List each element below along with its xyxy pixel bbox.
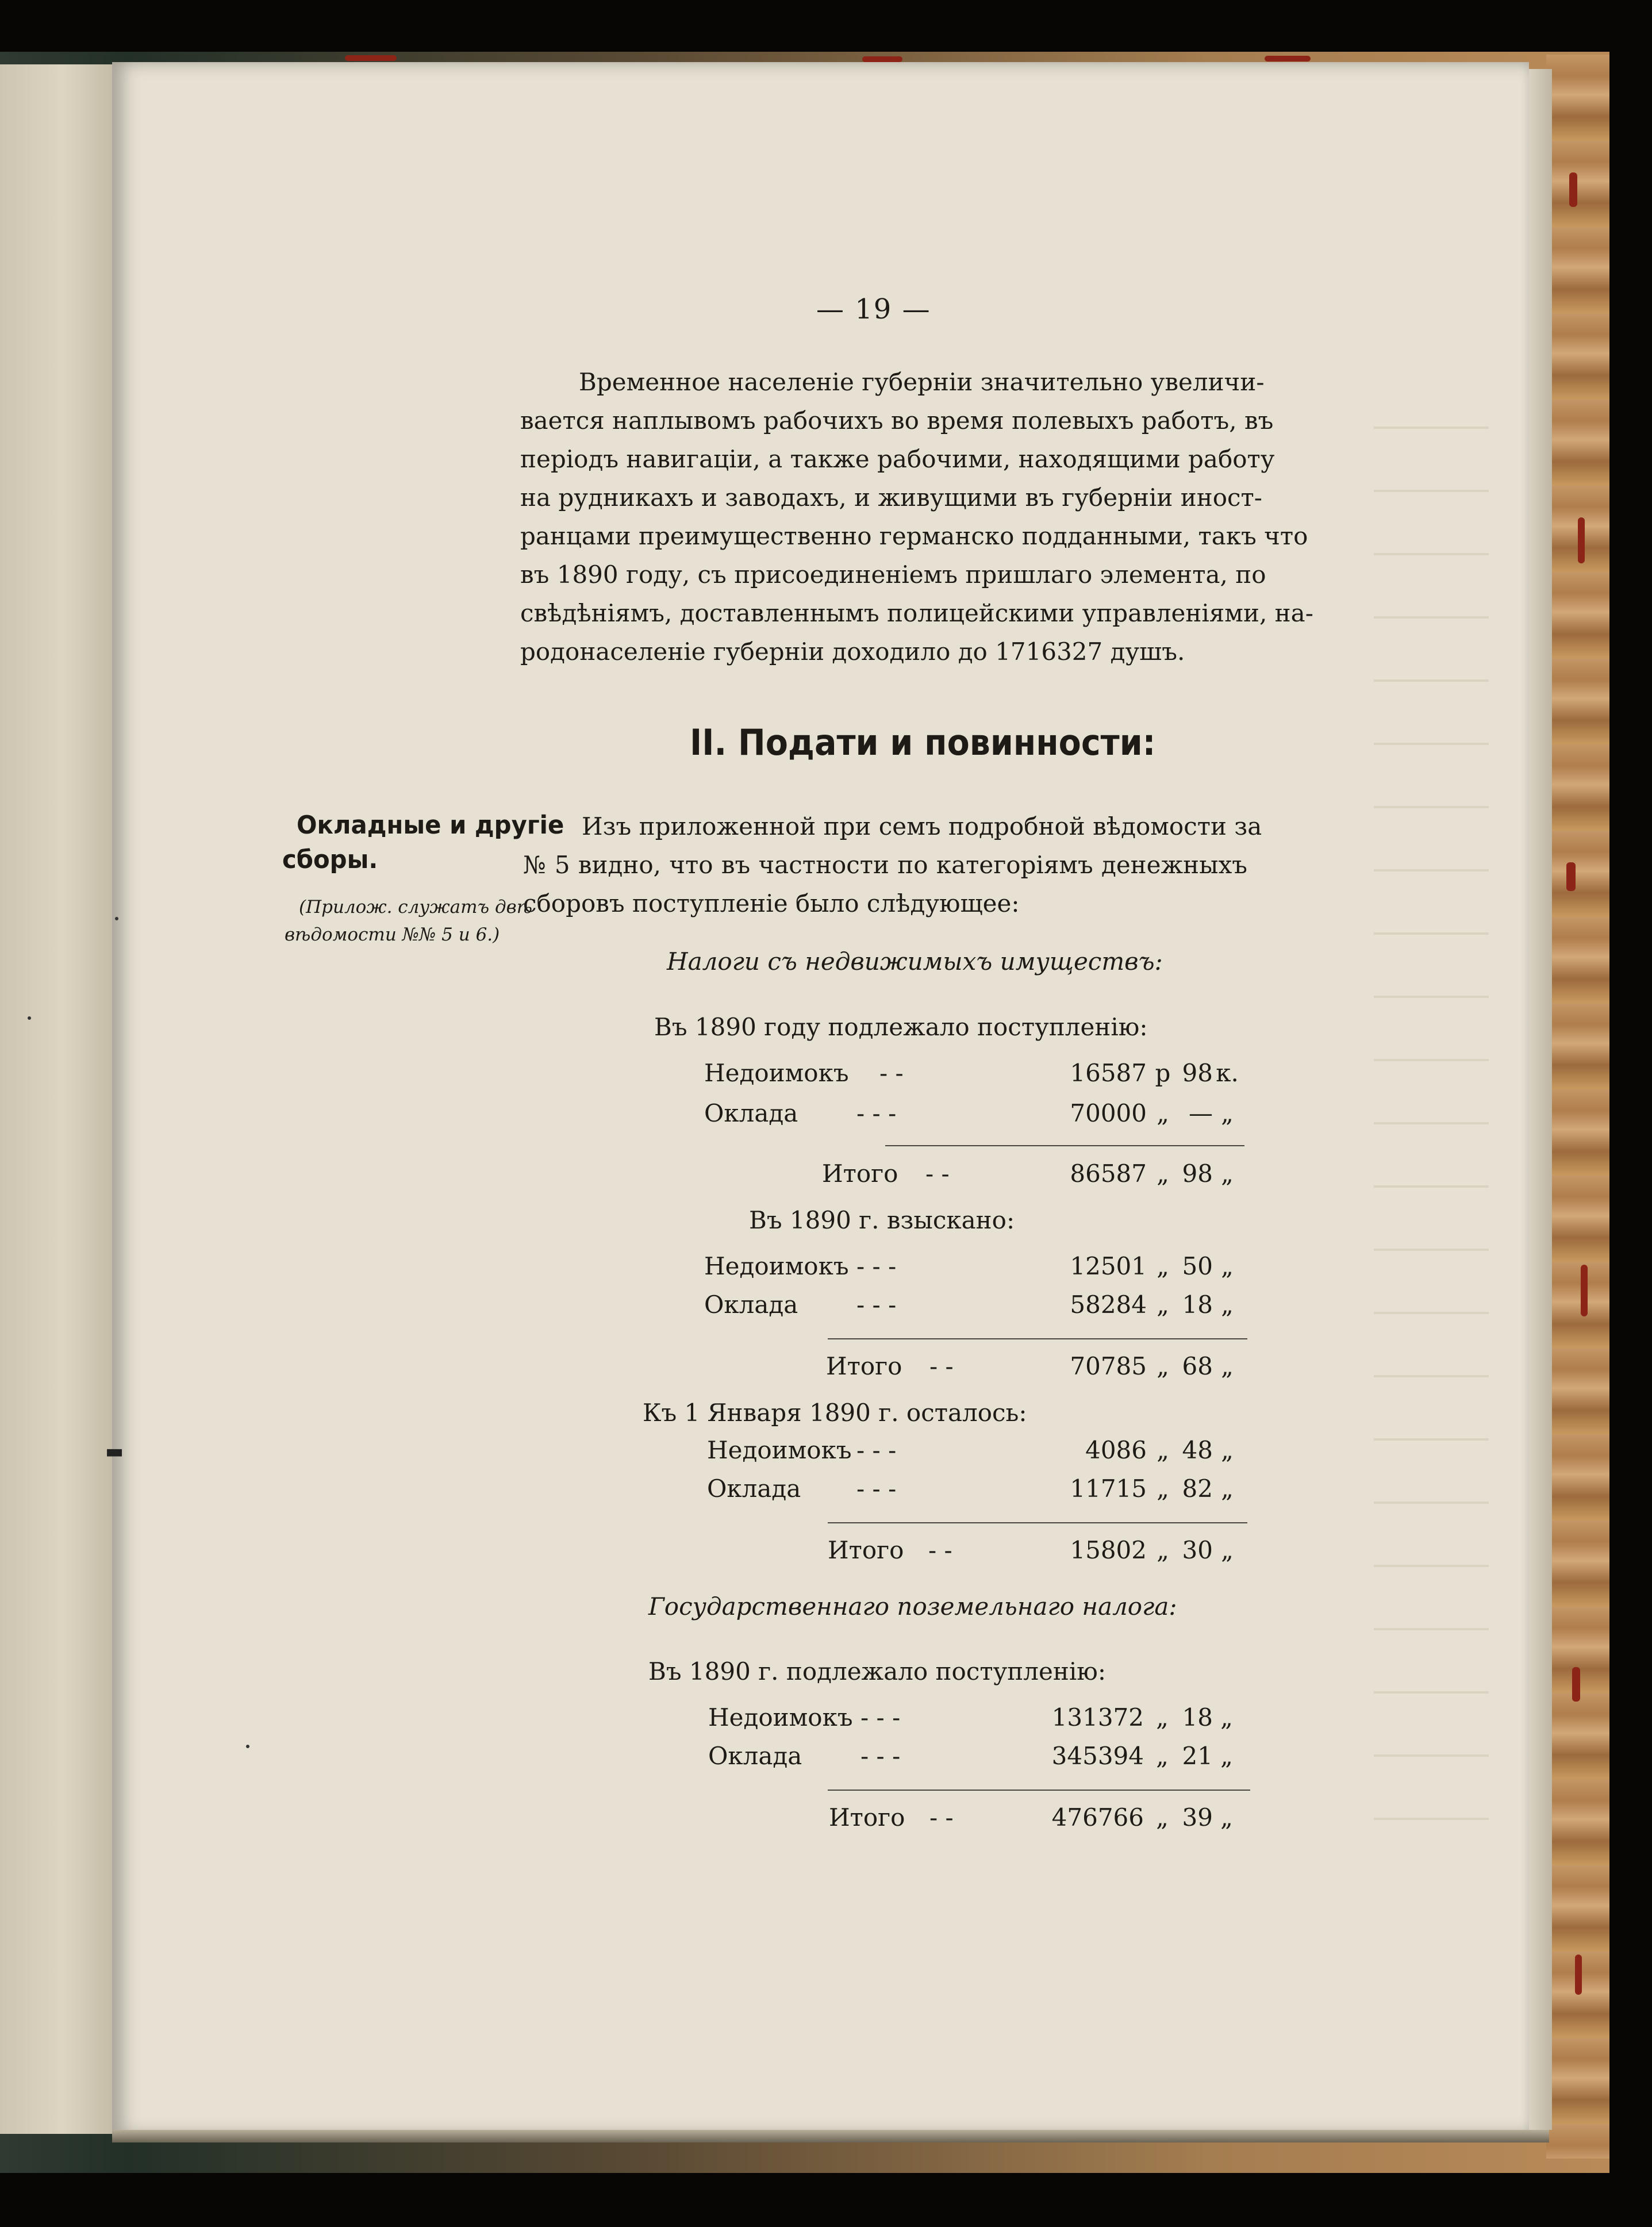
- row-label: Недоимокъ: [708, 1703, 853, 1731]
- total-amount: 86587: [1070, 1159, 1147, 1188]
- row-label: Недоимокъ: [707, 1436, 852, 1464]
- total-subamount: 68: [1182, 1352, 1213, 1380]
- row-unit: к.: [1216, 1059, 1239, 1087]
- row-subamount: 98: [1182, 1059, 1213, 1087]
- row-unit: „: [1221, 1252, 1234, 1280]
- cover-fleck: [1578, 517, 1585, 563]
- row-unit: „: [1157, 1291, 1169, 1319]
- row-amount: 16587: [1070, 1059, 1147, 1087]
- paragraph-line: ранцами преимущественно германско подданными, такъ что: [520, 522, 1308, 550]
- page-edge: [1529, 69, 1552, 2130]
- total-rule: [828, 1338, 1247, 1339]
- row-subamount: 50: [1182, 1252, 1213, 1280]
- cover-fleck: [1581, 1265, 1588, 1316]
- row-dashes: - - -: [856, 1252, 897, 1280]
- row-label: Оклада: [704, 1291, 798, 1319]
- left-page: [0, 64, 115, 2134]
- page-number: — 19 —: [816, 293, 931, 325]
- total-label: Итого: [822, 1159, 898, 1188]
- row-unit: „: [1221, 1291, 1234, 1319]
- row-label: Недоимокъ: [704, 1252, 849, 1280]
- paragraph-line: сборовъ поступленіе было слѣдующее:: [523, 889, 1020, 917]
- table-caption: Къ 1 Января 1890 г. осталось:: [643, 1399, 1027, 1427]
- row-unit: „: [1221, 1159, 1234, 1188]
- section-heading: II. Подати и повинности:: [690, 721, 1156, 763]
- row-dashes: - -: [929, 1352, 954, 1380]
- table-caption: Въ 1890 году подлежало поступленію:: [654, 1013, 1148, 1041]
- side-title: Окладные и другіе: [297, 811, 564, 840]
- paragraph-line: № 5 видно, что въ частности по категоріямъ денежныхъ: [523, 851, 1247, 879]
- row-unit: „: [1221, 1536, 1234, 1564]
- total-label: Итого: [829, 1803, 905, 1831]
- total-rule: [885, 1145, 1244, 1146]
- row-dashes: - -: [929, 1803, 954, 1831]
- total-subamount: 30: [1182, 1536, 1213, 1564]
- row-dashes: - - -: [856, 1436, 897, 1464]
- total-label: Итого: [828, 1536, 904, 1564]
- cover-fleck: [345, 55, 397, 61]
- total-rule: [828, 1790, 1250, 1791]
- cover-fleck: [1265, 56, 1311, 62]
- row-dashes: - - -: [860, 1703, 901, 1731]
- show-through-column: [1374, 397, 1489, 1834]
- total-amount: 15802: [1070, 1536, 1147, 1564]
- row-dashes: - -: [925, 1159, 950, 1188]
- paragraph-line: періодъ навигаціи, а также рабочими, находящими работу: [520, 445, 1275, 473]
- row-unit: „: [1220, 1703, 1233, 1731]
- row-unit: „: [1157, 1099, 1169, 1127]
- row-amount: 12501: [1070, 1252, 1147, 1280]
- row-amount: 58284: [1070, 1291, 1147, 1319]
- row-amount: 4086: [1085, 1436, 1147, 1464]
- cover-fleck: [1572, 1667, 1580, 1702]
- paper-speck: [115, 917, 118, 920]
- side-note: (Прилож. служатъ двѣ: [299, 897, 533, 917]
- row-label: Оклада: [707, 1475, 801, 1503]
- row-subamount: —: [1189, 1099, 1213, 1127]
- row-amount: 11715: [1070, 1475, 1147, 1503]
- paragraph-line: Временное населеніе губерніи значительно увеличи-: [579, 368, 1265, 396]
- row-subamount: 48: [1182, 1436, 1213, 1464]
- row-unit: „: [1157, 1436, 1169, 1464]
- row-amount: 70000: [1070, 1099, 1147, 1127]
- paragraph-line: въ 1890 году, съ присоединеніемъ пришлаго элемента, по: [520, 560, 1266, 589]
- row-subamount: 21: [1182, 1742, 1213, 1770]
- row-unit: „: [1157, 1159, 1169, 1188]
- paper-speck: [246, 1745, 249, 1748]
- row-unit: „: [1156, 1703, 1169, 1731]
- row-unit: „: [1156, 1742, 1169, 1770]
- side-note: вѣдомости №№ 5 и 6.): [285, 924, 500, 945]
- total-amount: 70785: [1070, 1352, 1147, 1380]
- row-subamount: 82: [1182, 1475, 1213, 1503]
- row-unit: „: [1221, 1475, 1234, 1503]
- row-unit: „: [1157, 1475, 1169, 1503]
- row-amount: 345394: [1051, 1742, 1144, 1770]
- paragraph-line: свѣдѣніямъ, доставленнымъ полицейскими управленіями, на-: [520, 599, 1313, 627]
- total-subamount: 98: [1182, 1159, 1213, 1188]
- row-unit: „: [1220, 1742, 1233, 1770]
- row-dashes: - -: [928, 1536, 952, 1564]
- row-dashes: - - -: [856, 1099, 897, 1127]
- page-bottom-edge: [112, 2130, 1549, 2142]
- row-label: Оклада: [704, 1099, 798, 1127]
- cover-fleck: [862, 56, 902, 62]
- row-unit: „: [1157, 1352, 1169, 1380]
- row-unit: „: [1156, 1803, 1169, 1831]
- row-unit: „: [1221, 1352, 1234, 1380]
- block-heading: Налоги съ недвижимыхъ имуществъ:: [667, 947, 1163, 976]
- row-unit: „: [1221, 1099, 1234, 1127]
- row-unit: „: [1157, 1536, 1169, 1564]
- paper-speck: [28, 1016, 31, 1020]
- row-label: Недоимокъ: [704, 1059, 849, 1087]
- paragraph-line: на рудникахъ и заводахъ, и живущими въ губерніи иност-: [520, 483, 1262, 512]
- cover-fleck: [1575, 1955, 1582, 1995]
- book-binding-edge: [1546, 55, 1609, 2159]
- row-amount: 131372: [1051, 1703, 1144, 1731]
- row-unit: „: [1220, 1803, 1233, 1831]
- row-unit: р: [1155, 1059, 1171, 1087]
- row-label: Оклада: [708, 1742, 802, 1770]
- row-dashes: - - -: [860, 1742, 901, 1770]
- cover-fleck: [1566, 862, 1576, 891]
- total-amount: 476766: [1051, 1803, 1144, 1831]
- row-unit: „: [1157, 1252, 1169, 1280]
- paragraph-line: вается наплывомъ рабочихъ во время полевыхъ работъ, въ: [520, 406, 1274, 435]
- row-dashes: - -: [879, 1059, 904, 1087]
- row-unit: „: [1221, 1436, 1234, 1464]
- table-caption: Въ 1890 г. взыскано:: [749, 1206, 1015, 1234]
- total-subamount: 39: [1182, 1803, 1213, 1831]
- margin-mark: ▬: [105, 1440, 124, 1463]
- side-title: сборы.: [282, 845, 378, 874]
- row-dashes: - - -: [856, 1291, 897, 1319]
- row-dashes: - - -: [856, 1475, 897, 1503]
- table-caption: Въ 1890 г. подлежало поступленію:: [648, 1657, 1106, 1685]
- block-heading: Государственнаго поземельнаго налога:: [648, 1592, 1177, 1621]
- row-subamount: 18: [1182, 1703, 1213, 1731]
- row-subamount: 18: [1182, 1291, 1213, 1319]
- paragraph-line: родонаселеніе губерніи доходило до 1716327 душъ.: [520, 638, 1185, 666]
- cover-fleck: [1569, 172, 1577, 207]
- total-label: Итого: [826, 1352, 902, 1380]
- paragraph-line: Изъ приложенной при семъ подробной вѣдомости за: [582, 812, 1262, 840]
- total-rule: [828, 1522, 1247, 1523]
